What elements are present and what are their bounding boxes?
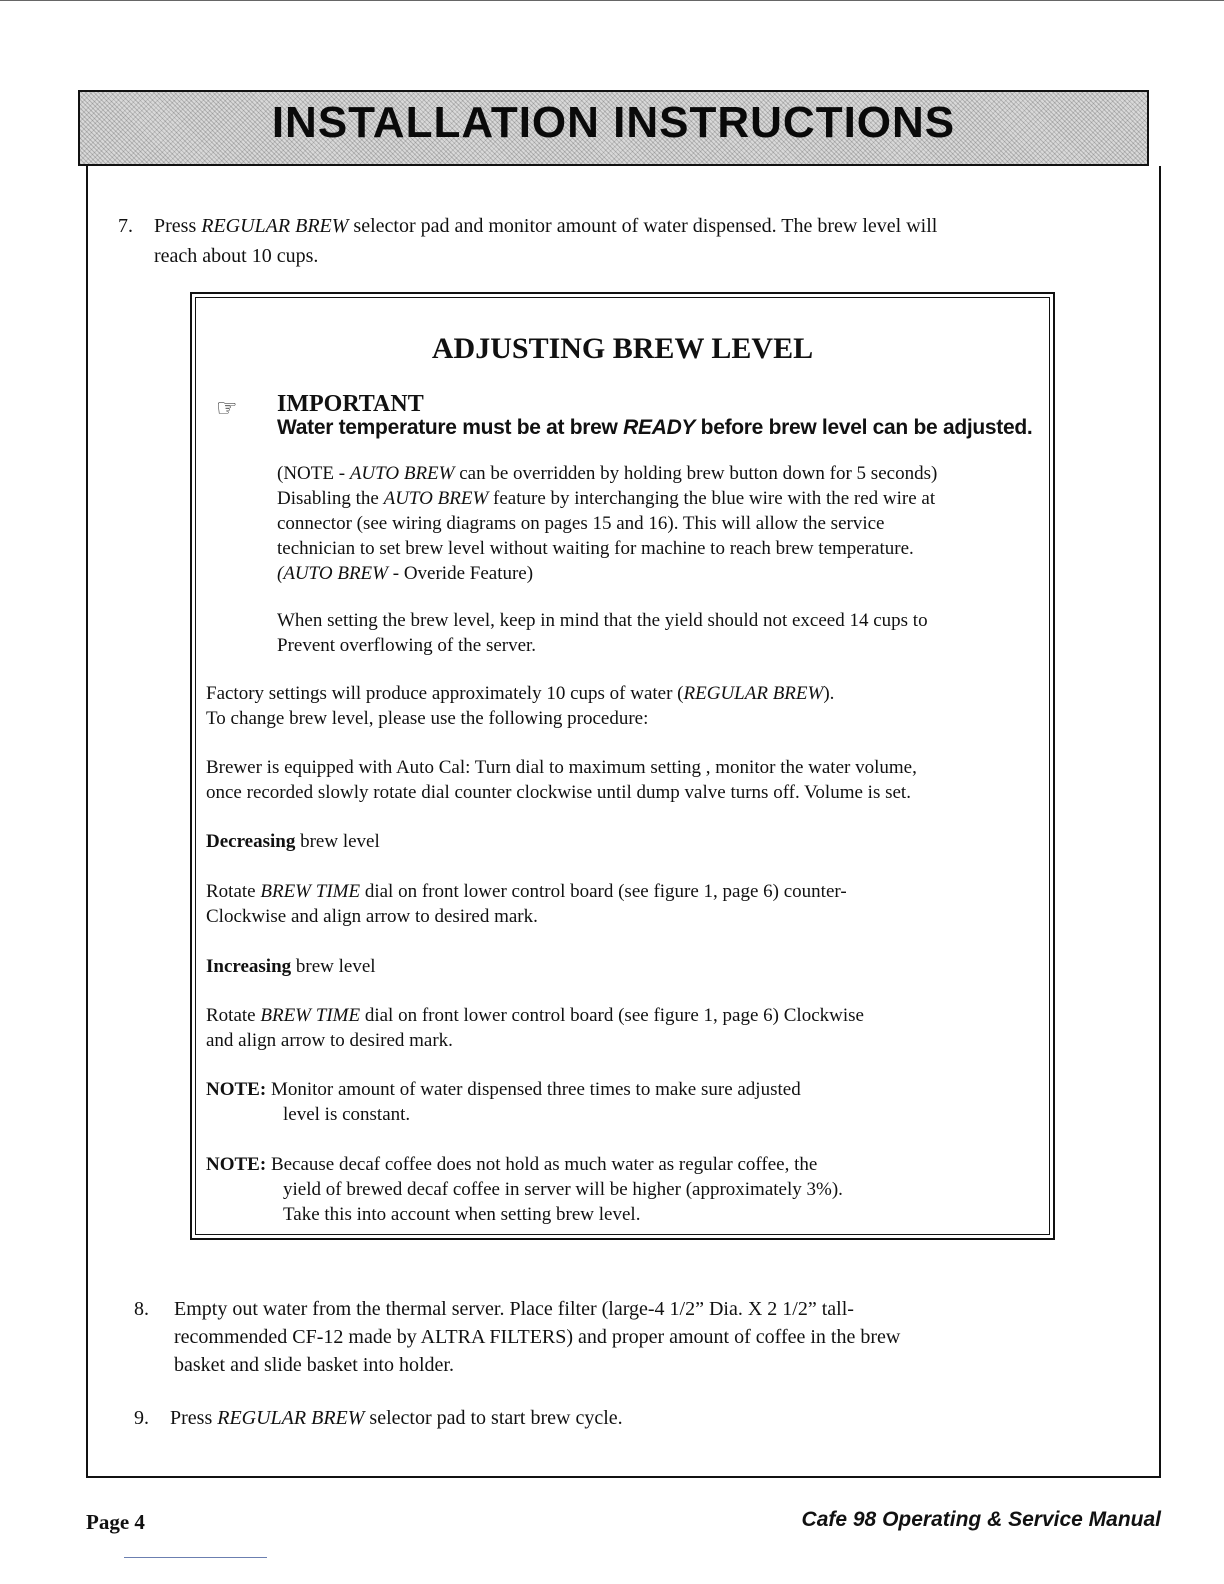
step-7-text: Press REGULAR BREW selector pad and monitor amount of water dispensed. The brew level will xyxy=(154,215,938,237)
box-title: ADJUSTING BREW LEVEL xyxy=(431,332,814,365)
banner-title: INSTALLATION INSTRUCTIONS xyxy=(271,98,956,147)
important-text: Water temperature must be at brew READY before brew level can be adjusted. xyxy=(277,416,1033,439)
step-8 xyxy=(134,1295,1144,1385)
manual-title: Cafe 98 Operating & Service Manual xyxy=(801,1508,1161,1531)
page-number: Page 4 xyxy=(86,1510,145,1534)
step-7-text-line2: reach about 10 cups. xyxy=(154,245,319,267)
step-7-number: 7. xyxy=(118,215,133,237)
brew-level-setting-note: When setting the brew level, keep in mind that the yield should not exceed 14 cups to Prevent overflowing of the server. xyxy=(277,610,928,656)
step-9 xyxy=(134,1404,1144,1434)
pointing-hand-icon: ☞ xyxy=(216,396,238,422)
bottom-rule xyxy=(124,1557,267,1558)
decreasing-text: Rotate BREW TIME dial on front lower control board (see figure 1, page 6) counter- Clockwise and align arrow to desired mark. xyxy=(206,881,847,927)
note-decaf-yield: NOTE: Because decaf coffee does not hold as much water as regular coffee, the yield of brewed decaf coffee in server will be higher (approximately 3%). Take this into account when setting brew level. xyxy=(206,1154,843,1225)
step-8-line2: recommended CF-12 made by ALTRA FILTERS) and proper amount of coffee in the brew xyxy=(174,1326,901,1348)
step-9-number: 9. xyxy=(134,1407,149,1429)
decreasing-heading: Decreasing brew level xyxy=(206,831,380,852)
top-edge-rule xyxy=(0,0,1224,1)
step-8-number: 8. xyxy=(134,1298,149,1320)
factory-settings-text: Factory settings will produce approximately 10 cups of water (REGULAR BREW). To change brew level, please use the following procedure: xyxy=(206,683,835,729)
increasing-text: Rotate BREW TIME dial on front lower control board (see figure 1, page 6) Clockwise and align arrow to desired mark. xyxy=(206,1005,864,1051)
auto-cal-text: Brewer is equipped with Auto Cal: Turn dial to maximum setting , monitor the water volume, once recorded slowly rotate dial counter clockwise until dump valve turns off. Volume is set. xyxy=(206,757,917,803)
step-8-line3: basket and slide basket into holder. xyxy=(174,1354,454,1376)
step-9-text: Press REGULAR BREW selector pad to start brew cycle. xyxy=(170,1407,623,1429)
important-heading: IMPORTANT xyxy=(277,391,424,417)
step-8-line1: Empty out water from the thermal server. Place filter (large-4 1/2” Dia. X 2 1/2” tall- xyxy=(174,1298,854,1320)
step-7 xyxy=(118,212,1128,272)
auto-brew-note: (NOTE - AUTO BREW can be overridden by holding brew button down for 5 seconds) Disabling the AUTO BREW feature by interchanging the blue wire with the red wire at connector (see wiring diagrams on pages 15 and 16). This will allow the service technician to set brew level without waiting for machine to reach brew temperature. (AUTO BREW - Overide Feature) xyxy=(277,463,938,584)
increasing-heading: Increasing brew level xyxy=(206,956,376,977)
section-banner xyxy=(78,90,1149,166)
note-monitor-water: NOTE: Monitor amount of water dispensed three times to make sure adjusted level is constant. xyxy=(206,1079,801,1125)
